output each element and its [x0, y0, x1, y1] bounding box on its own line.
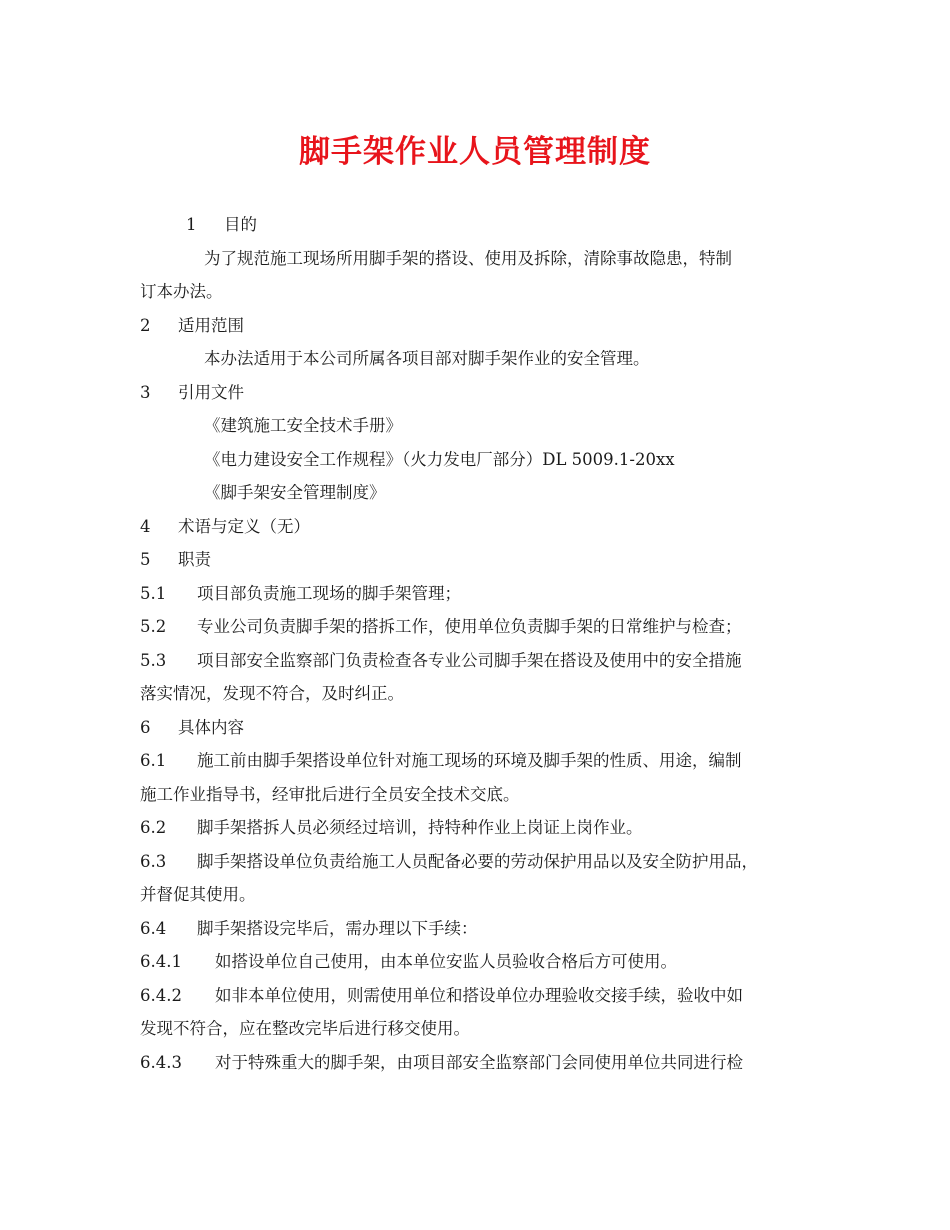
paragraph-line: 并督促其使用。 — [140, 885, 256, 904]
paragraph-line: 为了规范施工现场所用脚手架的搭设、使用及拆除，清除事故隐患，特制 — [204, 248, 732, 268]
clause-number: 6.4.1 — [140, 952, 182, 971]
clause-5-2 — [140, 610, 820, 644]
clause-text: 专业公司负责脚手架的搭拆工作，使用单位负责脚手架的日常维护与检查； — [197, 617, 742, 636]
section-5-heading — [140, 543, 820, 577]
clause-5-3 — [140, 644, 820, 678]
clause-text: 施工前由脚手架搭设单位针对施工现场的环境及脚手架的性质、用途，编制 — [197, 751, 742, 770]
clause-number: 6.3 — [140, 851, 167, 871]
clause-number: 5.2 — [140, 617, 167, 636]
clause-5-1 — [140, 577, 820, 611]
section-number: 1 — [186, 215, 197, 234]
clause-number: 5.1 — [140, 583, 167, 603]
clause-6-4-2 — [140, 979, 820, 1013]
paragraph-line: 订本办法。 — [140, 282, 223, 301]
clause-text: 如搭设单位自己使用，由本单位安监人员验收合格后方可使用。 — [215, 952, 677, 971]
clause-number: 6.1 — [140, 751, 167, 770]
clause-text: 对于特殊重大的脚手架，由项目部安全监察部门会同使用单位共同进行检 — [215, 1052, 743, 1072]
document-title: 脚手架作业人员管理制度 — [299, 134, 651, 170]
paragraph-line: 本办法适用于本公司所属各项目部对脚手架作业的安全管理。 — [204, 349, 650, 368]
clause-text: 项目部负责施工现场的脚手架管理； — [197, 583, 461, 603]
section-label: 术语与定义（无） — [178, 516, 310, 536]
clause-number: 5.3 — [140, 650, 167, 670]
reference-item: 《脚手架安全管理制度》 — [204, 483, 386, 502]
section-6-heading — [140, 711, 820, 745]
section-number: 4 — [140, 516, 151, 536]
section-number: 6 — [140, 717, 151, 737]
section-label: 适用范围 — [178, 315, 244, 335]
section-1-heading — [140, 208, 820, 242]
reference-item: 《电力建设安全工作规程》（火力发电厂部分）DL 5009.1-20xx — [204, 449, 675, 469]
paragraph-line: 施工作业指导书，经审批后进行全员安全技术交底。 — [140, 784, 520, 804]
section-4-heading — [140, 510, 820, 544]
section-number: 5 — [140, 550, 151, 569]
document-body — [140, 208, 820, 1079]
clause-6-2 — [140, 811, 820, 845]
section-label: 职责 — [178, 550, 211, 569]
section-label: 引用文件 — [178, 382, 244, 402]
clause-6-4 — [140, 912, 820, 946]
clause-text: 脚手架搭设完毕后，需办理以下手续： — [197, 918, 478, 938]
section-number: 3 — [140, 382, 151, 402]
clause-number: 6.4 — [140, 918, 167, 938]
clause-number: 6.4.3 — [140, 1052, 182, 1072]
clause-text: 项目部安全监察部门负责检查各专业公司脚手架在搭设及使用中的安全措施 — [197, 650, 742, 670]
section-3-heading — [140, 376, 820, 410]
paragraph-line: 落实情况，发现不符合，及时纠正。 — [140, 684, 404, 703]
section-number: 2 — [140, 315, 151, 335]
clause-6-1 — [140, 744, 820, 778]
clause-text: 脚手架搭拆人员必须经过培训，持特种作业上岗证上岗作业。 — [197, 818, 643, 837]
reference-item: 《建筑施工安全技术手册》 — [204, 416, 402, 435]
clause-6-3 — [140, 845, 820, 879]
section-2-heading — [140, 309, 820, 343]
clause-text: 脚手架搭设单位负责给施工人员配备必要的劳动保护用品以及安全防护用品， — [197, 851, 758, 871]
clause-6-4-3 — [140, 1046, 820, 1080]
paragraph-line: 发现不符合，应在整改完毕后进行移交使用。 — [140, 1019, 470, 1038]
section-label: 目的 — [224, 215, 257, 234]
clause-number: 6.4.2 — [140, 985, 182, 1005]
clause-number: 6.2 — [140, 818, 167, 837]
clause-text: 如非本单位使用，则需使用单位和搭设单位办理验收交接手续，验收中如 — [215, 985, 743, 1005]
clause-6-4-1 — [140, 945, 820, 979]
section-label: 具体内容 — [178, 717, 244, 737]
